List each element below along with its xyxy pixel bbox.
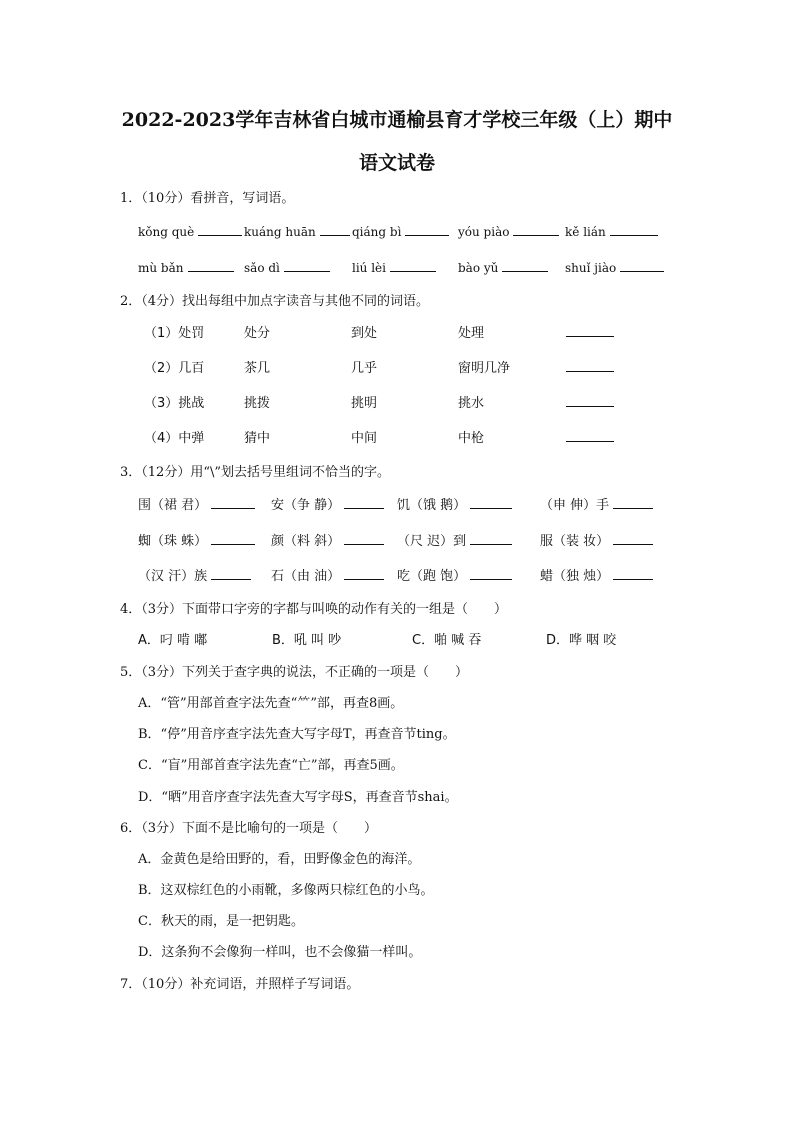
word-choice-text: 吃（跑 饱）: [397, 569, 467, 584]
word-choice-item: [271, 494, 388, 513]
word-item: （3）挑战: [144, 396, 205, 411]
pinyin-item: [565, 257, 668, 275]
question-5-stem: 5．（3分）下列关于查字典的说法，不正确的一项是（ ）: [120, 665, 469, 680]
word-item: （4）中弹: [144, 431, 205, 446]
option-d[interactable]: D．这条狗不会像狗一样叫，也不会像猫一样叫。: [138, 945, 422, 960]
word-item: 几乎: [351, 361, 378, 376]
answer-blank[interactable]: [470, 565, 512, 580]
answer-blank[interactable]: [513, 221, 559, 236]
pinyin-item: [138, 257, 238, 275]
pinyin-text: shuǐ jiào: [565, 261, 617, 275]
question-4-stem: 4．（3分）下面带口字旁的字都与叫唤的动作有关的一组是（ ）: [120, 602, 508, 617]
answer-blank[interactable]: [188, 257, 234, 272]
word-choice-item: [397, 494, 516, 513]
word-choice-item: [397, 530, 516, 549]
answer-blank[interactable]: [211, 494, 255, 509]
answer-blank[interactable]: [344, 530, 384, 545]
word-item: 挑拨: [244, 396, 271, 411]
word-choice-text: （汉 汗）族: [138, 569, 208, 584]
answer-line: [562, 427, 618, 446]
pinyin-item: [244, 257, 334, 275]
word-item: （2）几百: [144, 361, 205, 376]
pinyin-item: [352, 257, 440, 275]
question-1-stem: 1．（10分）看拼音，写词语。: [120, 191, 295, 206]
word-choice-text: 围（裙 君）: [138, 498, 208, 513]
word-choice-item: [138, 530, 259, 549]
option-c[interactable]: C．“盲”用部首查字法先查“亡”部，再查5画。: [138, 758, 404, 773]
word-item: 处理: [458, 326, 485, 341]
answer-blank[interactable]: [211, 565, 251, 580]
answer-blank[interactable]: [405, 221, 449, 236]
answer-line: [562, 322, 618, 341]
word-item: 茶几: [244, 361, 271, 376]
answer-blank[interactable]: [613, 494, 653, 509]
pinyin-text: yóu piào: [458, 225, 510, 239]
pinyin-item: [458, 221, 563, 239]
word-choice-text: （尺 迟）到: [397, 534, 467, 549]
pinyin-item: [352, 221, 453, 239]
pinyin-text: sǎo dì: [244, 261, 280, 275]
word-choice-text: 蜡（独 烛）: [540, 569, 610, 584]
word-choice-item: [397, 565, 516, 584]
word-item: 中枪: [458, 431, 485, 446]
answer-blank[interactable]: [566, 427, 614, 442]
option-b[interactable]: B．这双棕红色的小雨靴，多像两只棕红色的小鸟。: [138, 883, 434, 898]
pinyin-item: [565, 221, 662, 239]
word-choice-item: [138, 494, 259, 513]
answer-blank[interactable]: [344, 494, 384, 509]
word-item: （1）处罚: [144, 326, 205, 341]
answer-line: [562, 357, 618, 376]
answer-blank[interactable]: [320, 221, 350, 236]
option-a[interactable]: A．叼 啃 嘟: [138, 633, 208, 648]
answer-blank[interactable]: [566, 392, 614, 407]
question-7-stem: 7．（10分）补充词语，并照样子写词语。: [120, 977, 360, 992]
answer-blank[interactable]: [566, 322, 614, 337]
answer-blank[interactable]: [470, 530, 512, 545]
answer-blank[interactable]: [198, 221, 242, 236]
word-choice-item: [540, 494, 657, 513]
word-item: 中间: [351, 431, 378, 446]
answer-blank[interactable]: [390, 257, 436, 272]
answer-blank[interactable]: [566, 357, 614, 372]
option-a[interactable]: A．“管”用部首查字法先查“⺮”部，再查8画。: [138, 696, 404, 711]
option-c[interactable]: C．秋天的雨，是一把钥匙。: [138, 914, 304, 929]
word-choice-text: 石（由 油）: [271, 569, 341, 584]
pinyin-text: qiáng bì: [352, 225, 402, 239]
answer-blank[interactable]: [502, 257, 548, 272]
question-2-stem: 2．（4分）找出每组中加点字读音与其他不同的词语。: [120, 294, 430, 309]
pinyin-text: mù bǎn: [138, 261, 184, 275]
word-choice-item: [271, 530, 388, 549]
option-b[interactable]: B．“停”用音序查字法先查大写字母T，再查音节ting。: [138, 727, 456, 742]
pinyin-item: [244, 221, 354, 239]
answer-blank[interactable]: [211, 530, 255, 545]
word-item: 处分: [244, 326, 271, 341]
pinyin-text: kuáng huān: [244, 225, 316, 239]
exam-title-line1: 2022-2023学年吉林省白城市通榆县育才学校三年级（上）期中: [121, 109, 673, 131]
answer-blank[interactable]: [284, 257, 330, 272]
answer-blank[interactable]: [620, 257, 664, 272]
word-choice-text: 蜘（珠 蛛）: [138, 534, 208, 549]
pinyin-text: bào yǔ: [458, 261, 499, 275]
option-a[interactable]: A．金黄色是给田野的，看，田野像金色的海洋。: [138, 852, 421, 867]
pinyin-item: [458, 257, 552, 275]
answer-blank[interactable]: [344, 565, 384, 580]
option-b[interactable]: B．吼 叫 吵: [272, 633, 342, 648]
answer-blank[interactable]: [613, 530, 653, 545]
question-6-stem: 6．（3分）下面不是比喻句的一项是（ ）: [120, 821, 378, 836]
word-choice-text: （申 伸）手: [540, 498, 610, 513]
option-c[interactable]: C．啪 喊 吞: [412, 633, 482, 648]
word-choice-item: [540, 565, 657, 584]
word-item: 挑水: [458, 396, 485, 411]
answer-blank[interactable]: [610, 221, 658, 236]
word-item: 挑明: [351, 396, 378, 411]
word-choice-item: [138, 565, 255, 584]
option-d[interactable]: D．哗 咽 咬: [546, 633, 617, 648]
word-item: 猜中: [244, 431, 271, 446]
word-choice-text: 颜（料 斜）: [271, 534, 341, 549]
answer-line: [562, 392, 618, 411]
word-item: 窗明几净: [458, 361, 511, 376]
exam-title-line2: 语文试卷: [358, 152, 435, 174]
answer-blank[interactable]: [613, 565, 653, 580]
question-3-stem: 3．（12分）用“\”划去括号里组词不恰当的字。: [120, 465, 390, 480]
pinyin-text: kǒng què: [138, 225, 195, 239]
word-choice-item: [271, 565, 388, 584]
pinyin-text: liú lèi: [352, 261, 386, 275]
option-d[interactable]: D．“晒”用音序查字法先查大写字母S，再查音节shai。: [138, 790, 458, 805]
word-choice-text: 饥（饿 鹅）: [397, 498, 467, 513]
pinyin-text: kě lián: [565, 225, 606, 239]
word-choice-text: 安（争 静）: [271, 498, 341, 513]
word-choice-item: [540, 530, 657, 549]
answer-blank[interactable]: [470, 494, 512, 509]
word-choice-text: 服（装 妆）: [540, 534, 610, 549]
word-item: 到处: [351, 326, 378, 341]
pinyin-item: [138, 221, 246, 239]
